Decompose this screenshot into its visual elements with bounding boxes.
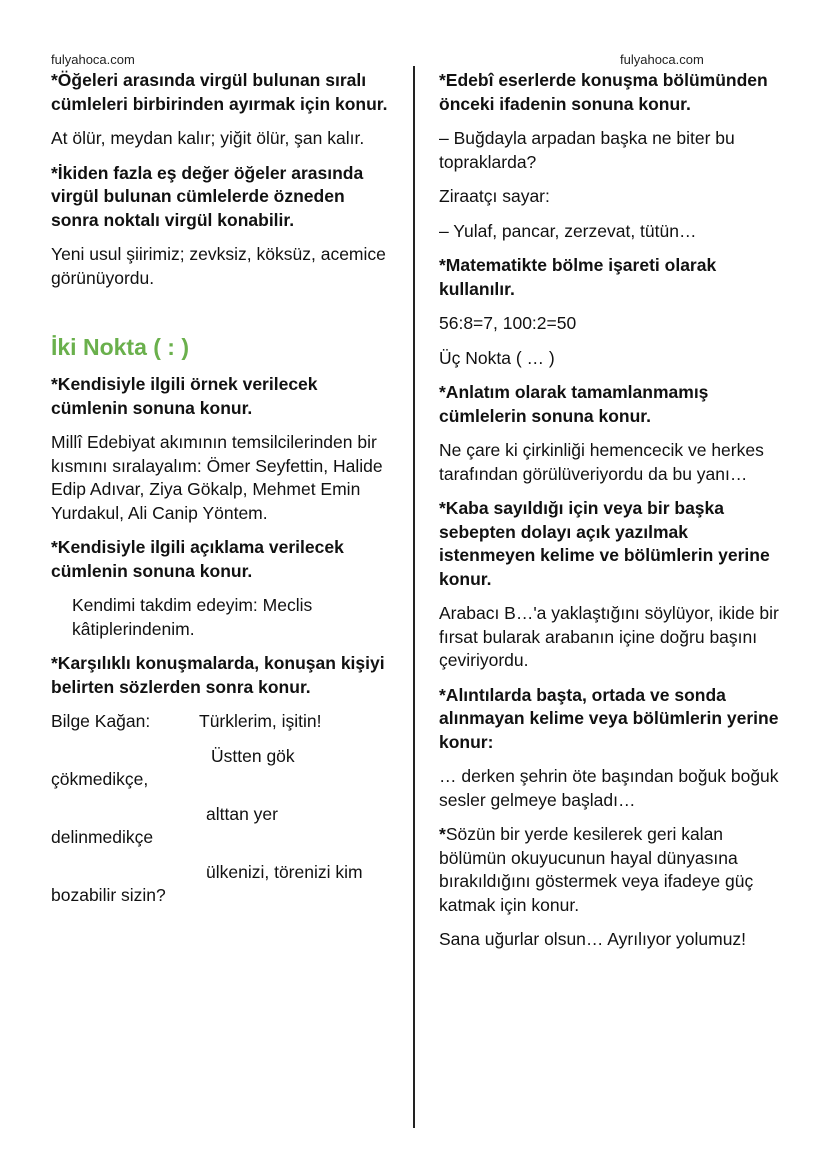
rule-heading: *Alıntılarda başta, ortada ve sonda alınmayan kelime veya bölümlerin yerine konur:	[439, 684, 779, 752]
poem-text: ülkenizi, törenizi kim	[206, 861, 363, 882]
example-text: Ziraatçı sayar:	[439, 186, 550, 206]
rule-text	[439, 823, 789, 917]
poem-example	[51, 710, 397, 908]
rule-heading: *İkiden fazla eş değer öğeler arasında virgül bulunan cümlelerde özneden sonra noktalı virgül konabilir.	[51, 162, 364, 230]
right-column	[439, 69, 789, 963]
poem-line	[51, 884, 397, 908]
column-divider	[413, 66, 415, 1128]
rule-heading: *Karşılıklı konuşmalarda, konuşan kişiyi belirten sözlerden sonra konur.	[51, 653, 385, 697]
example-text: At ölür, meydan kalır; yiğit ölür, şan kalır.	[51, 128, 365, 148]
poem-line	[51, 745, 397, 769]
example-text: Sana uğurlar olsun… Ayrılıyor yolumuz!	[439, 929, 747, 949]
poem-line	[51, 710, 397, 734]
rule-body: Sözün bir yerde kesilerek geri kalan bölümün okuyucunun hayal dünyasına bırakıldığını göstermek veya ifadeye güç katmak için konur.	[439, 824, 754, 915]
poem-line	[51, 768, 397, 792]
example-text: Yeni usul şiirimiz; zevksiz, köksüz, acemice görünüyordu.	[51, 244, 386, 288]
rule-heading: *Anlatım olarak tamamlanmamış cümlelerin sonuna konur.	[439, 382, 709, 426]
example-text: Ne çare ki çirkinliği hemencecik ve herkes tarafından görülüveriyordu da bu yanı…	[439, 440, 764, 484]
example-text: Kendimi takdim edeyim: Meclis kâtiplerindenim.	[72, 595, 313, 639]
rule-star: *	[439, 824, 446, 844]
example-text: Arabacı B…'a yaklaştığını söylüyor, ikide bir fırsat bularak arabanın içine doğru başını çeviriyordu.	[439, 603, 779, 670]
poem-speaker: Bilge Kağan:	[51, 711, 151, 731]
example-text: … derken şehrin öte başından boğuk boğuk sesler gelmeye başladı…	[439, 766, 779, 810]
poem-line	[51, 826, 397, 850]
example-text: 56:8=7, 100:2=50	[439, 313, 577, 333]
poem-text: çökmedikçe,	[51, 769, 149, 789]
rule-heading: *Edebî eserlerde konuşma bölümünden önceki ifadenin sonuna konur.	[439, 70, 768, 114]
section-label-uc-nokta: Üç Nokta ( … )	[439, 347, 555, 368]
poem-text: bozabilir sizin?	[51, 885, 166, 905]
poem-text: Üstten gök	[211, 745, 295, 766]
example-text: Millî Edebiyat akımının temsilcilerinden bir kısmını sıralayalım: Ömer Seyfettin, Halide Edip Adıvar, Ziya Gökalp, Mehmet Emin Yurdakul, Ali Canip Yöntem.	[51, 432, 383, 523]
rule-heading: *Kendisiyle ilgili açıklama verilecek cümlenin sonuna konur.	[51, 537, 344, 581]
rule-heading: *Kendisiyle ilgili örnek verilecek cümlenin sonuna konur.	[51, 374, 318, 418]
site-watermark-left: fulyahoca.com	[51, 52, 135, 67]
left-column	[51, 69, 397, 908]
poem-line	[51, 861, 397, 885]
poem-line	[51, 803, 397, 827]
rule-heading: *Öğeleri arasında virgül bulunan sıralı cümleleri birbirinden ayırmak için konur.	[51, 70, 388, 114]
poem-text: delinmedikçe	[51, 827, 154, 847]
poem-text: alttan yer	[206, 803, 278, 824]
rule-heading: *Kaba sayıldığı için veya bir başka sebepten dolayı açık yazılmak istenmeyen kelime ve bölümlerin yerine konur.	[439, 498, 770, 589]
poem-text: Türklerim, işitin!	[199, 711, 322, 731]
rule-heading: *Matematikte bölme işareti olarak kullanılır.	[439, 255, 717, 299]
example-text: – Buğdayla arpadan başka ne biter bu topraklarda?	[439, 128, 735, 172]
site-watermark-right: fulyahoca.com	[620, 52, 704, 67]
section-title-iki-nokta: İki Nokta ( : )	[51, 334, 190, 360]
example-text: – Yulaf, pancar, zerzevat, tütün…	[439, 220, 697, 241]
